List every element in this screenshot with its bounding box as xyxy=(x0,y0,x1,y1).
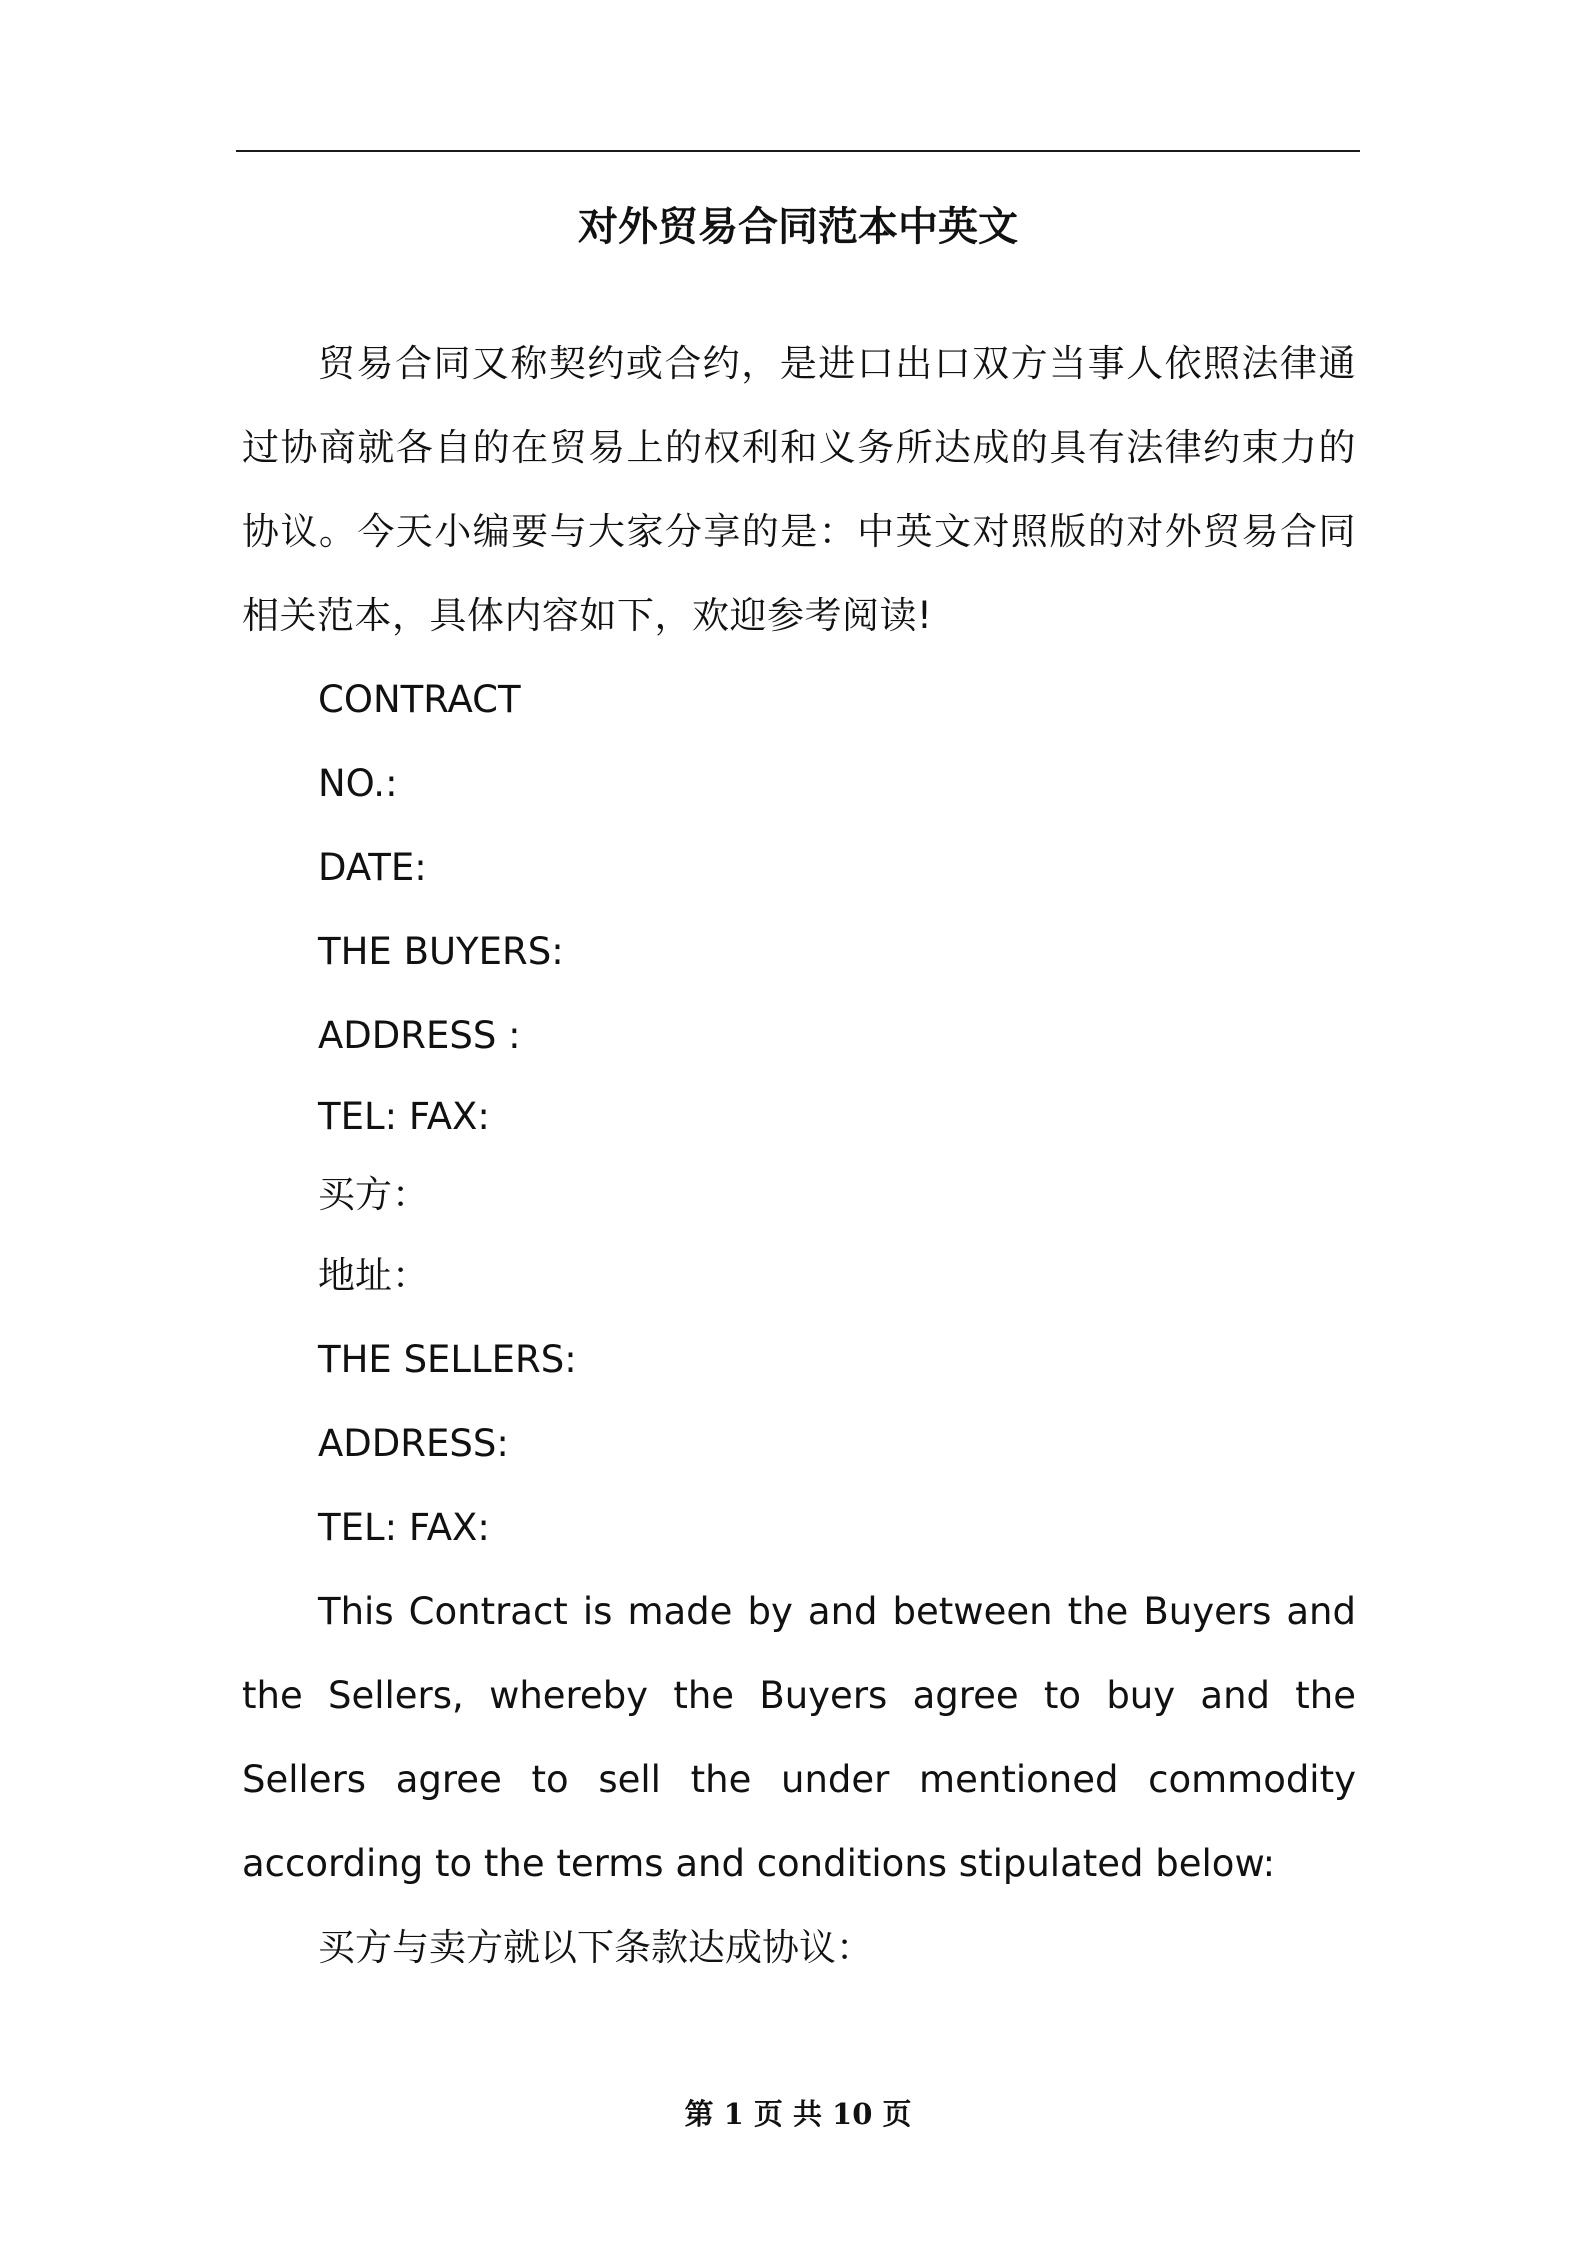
buyers-tel-fax-field: TEL: FAX: xyxy=(318,1095,490,1138)
address-cn-field: 地址： xyxy=(318,1254,429,1297)
sellers-field: THE SELLERS: xyxy=(318,1338,577,1381)
document-title: 对外贸易合同范本中英文 xyxy=(578,204,1018,250)
contract-clause-paragraph: This Contract is made by and between the Buyers and the Sellers, whereby the Buyers agree to buy and the Sellers agree to sell the under mentioned commodity according to the terms and conditions stipulated below: xyxy=(242,1590,1356,1885)
document-body xyxy=(242,322,1356,1990)
page-number-label: 第 1 页 共 10 页 xyxy=(684,2097,912,2131)
contract-date-field: DATE: xyxy=(318,846,427,889)
sellers-address-field: ADDRESS: xyxy=(318,1422,509,1465)
buyers-address-field: ADDRESS : xyxy=(318,1014,521,1057)
sellers-tel-fax-field: TEL: FAX: xyxy=(318,1506,490,1549)
header-divider xyxy=(236,150,1360,152)
page-number-footer xyxy=(236,2094,1360,2134)
contract-heading: CONTRACT xyxy=(318,678,521,721)
buyers-field: THE BUYERS: xyxy=(318,930,564,973)
contract-number-field: NO.: xyxy=(318,762,398,805)
intro-paragraph: 贸易合同又称契约或合约，是进口出口双方当事人依照法律通过协商就各自的在贸易上的权利和义务所达成的具有法律约束力的协议。今天小编要与大家分享的是：中英文对照版的对外贸易合同相关范本，具体内容如下，欢迎参考阅读! xyxy=(242,342,1356,637)
agreement-cn-line: 买方与卖方就以下条款达成协议： xyxy=(318,1926,873,1969)
buyer-cn-field: 买方： xyxy=(318,1173,429,1216)
